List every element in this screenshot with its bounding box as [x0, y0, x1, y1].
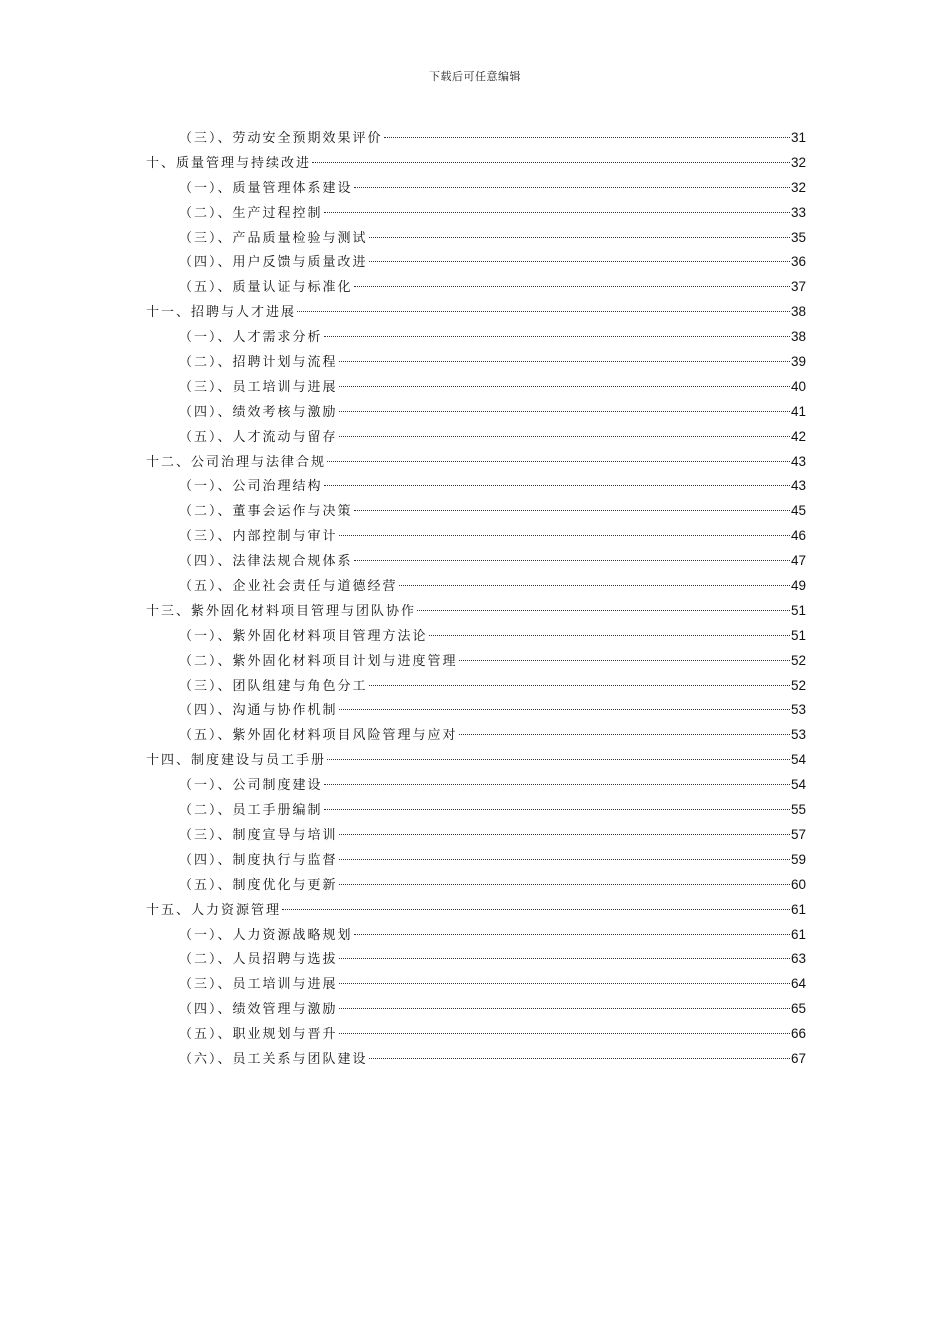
- toc-section-entry[interactable]: [146, 251, 806, 276]
- toc-section-entry[interactable]: [146, 500, 806, 525]
- toc-section-entry[interactable]: [146, 948, 806, 973]
- toc-entry-label: （四）、沟通与协作机制: [179, 703, 338, 719]
- toc-page-number: 40: [790, 378, 806, 394]
- toc-entry-label: （四）、用户反馈与质量改进: [179, 255, 368, 271]
- toc-dot-leader: [369, 1058, 790, 1059]
- toc-dot-leader: [324, 784, 790, 785]
- toc-page-number: 31: [790, 130, 806, 145]
- toc-section-entry[interactable]: [146, 177, 806, 202]
- toc-dot-leader: [339, 958, 790, 959]
- toc-page-number: 49: [790, 578, 806, 594]
- toc-page-number: 32: [790, 179, 806, 195]
- toc-page-number: 52: [790, 677, 806, 693]
- toc-page-number: 64: [790, 976, 806, 992]
- toc-dot-leader: [339, 411, 790, 412]
- toc-section-entry[interactable]: [146, 202, 806, 227]
- toc-dot-leader: [339, 709, 790, 710]
- toc-chapter-entry[interactable]: [146, 600, 806, 625]
- toc-section-entry[interactable]: [146, 973, 806, 998]
- toc-dot-leader: [399, 585, 790, 586]
- toc-dot-leader: [354, 560, 790, 561]
- toc-section-entry[interactable]: [146, 824, 806, 849]
- toc-dot-leader: [324, 336, 790, 337]
- toc-page-number: 65: [790, 1001, 806, 1017]
- toc-page-number: 37: [790, 279, 806, 295]
- toc-entry-label: （六）、员工关系与团队建设: [179, 1051, 368, 1067]
- toc-section-entry[interactable]: [146, 550, 806, 575]
- toc-page-number: 32: [790, 154, 806, 170]
- toc-page-number: 66: [790, 1026, 806, 1042]
- toc-page-number: 43: [790, 453, 806, 469]
- toc-dot-leader: [339, 436, 790, 437]
- toc-dot-leader: [324, 212, 790, 213]
- toc-section-entry[interactable]: [146, 849, 806, 874]
- toc-entry-label: （一）、公司制度建设: [179, 778, 323, 794]
- toc-entry-label: （四）、法律法规合规体系: [179, 554, 353, 570]
- toc-dot-leader: [282, 909, 790, 910]
- toc-page-number: 41: [790, 403, 806, 419]
- toc-page-number: 47: [790, 553, 806, 569]
- toc-entry-label: （四）、绩效考核与激励: [179, 404, 338, 420]
- toc-page-number: 38: [790, 304, 806, 320]
- toc-entry-label: （三）、产品质量检验与测试: [179, 230, 368, 246]
- toc-page-number: 57: [790, 826, 806, 842]
- toc-page-number: 61: [790, 901, 806, 917]
- toc-page-number: 54: [790, 752, 806, 768]
- toc-page-number: 36: [790, 254, 806, 270]
- toc-entry-label: 十三、紫外固化材料项目管理与团队协作: [146, 603, 417, 619]
- toc-entry-label: （一）、紫外固化材料项目管理方法论: [179, 628, 428, 644]
- toc-dot-leader: [339, 859, 790, 860]
- toc-page-number: 53: [790, 727, 806, 743]
- toc-section-entry[interactable]: [146, 874, 806, 899]
- toc-dot-leader: [369, 237, 790, 238]
- toc-entry-label: （五）、人才流动与留存: [179, 429, 338, 445]
- toc-page-number: 43: [790, 478, 806, 494]
- toc-page-number: 35: [790, 229, 806, 245]
- toc-dot-leader: [354, 510, 790, 511]
- toc-section-entry[interactable]: [146, 525, 806, 550]
- toc-dot-leader: [384, 137, 790, 138]
- toc-section-entry[interactable]: [146, 227, 806, 252]
- toc-dot-leader: [339, 983, 790, 984]
- toc-page-number: 51: [790, 602, 806, 618]
- toc-page-number: 52: [790, 652, 806, 668]
- toc-dot-leader: [327, 759, 790, 760]
- toc-entry-label: （二）、生产过程控制: [179, 205, 323, 221]
- toc-page-number: 42: [790, 428, 806, 444]
- toc-entry-label: 十、质量管理与持续改进: [146, 155, 312, 171]
- toc-dot-leader: [354, 187, 790, 188]
- toc-entry-label: （三）、团队组建与角色分工: [179, 678, 368, 694]
- toc-entry-label: （一）、人才需求分析: [179, 330, 323, 346]
- toc-page-number: 39: [790, 354, 806, 370]
- toc-dot-leader: [339, 361, 790, 362]
- toc-section-entry[interactable]: [146, 724, 806, 749]
- toc-chapter-entry[interactable]: [146, 451, 806, 476]
- toc-dot-leader: [339, 1008, 790, 1009]
- toc-dot-leader: [339, 386, 790, 387]
- toc-entry-label: （五）、质量认证与标准化: [179, 280, 353, 296]
- toc-section-entry[interactable]: [146, 351, 806, 376]
- toc-dot-leader: [297, 311, 790, 312]
- toc-dot-leader: [459, 734, 790, 735]
- toc-chapter-entry[interactable]: [146, 899, 806, 924]
- toc-entry-label: 十一、招聘与人才进展: [146, 305, 297, 321]
- toc-dot-leader: [369, 685, 790, 686]
- toc-section-entry[interactable]: [146, 1048, 806, 1073]
- toc-section-entry[interactable]: [146, 426, 806, 451]
- toc-dot-leader: [354, 286, 790, 287]
- toc-section-entry[interactable]: [146, 998, 806, 1023]
- toc-page-number: 55: [790, 802, 806, 818]
- toc-section-entry[interactable]: [146, 401, 806, 426]
- toc-section-entry[interactable]: [146, 326, 806, 351]
- toc-dot-leader: [324, 809, 790, 810]
- toc-entry-label: （一）、公司治理结构: [179, 479, 323, 495]
- toc-dot-leader: [417, 610, 790, 611]
- toc-section-entry[interactable]: [146, 625, 806, 650]
- toc-entry-label: （五）、制度优化与更新: [179, 877, 338, 893]
- toc-section-entry[interactable]: [146, 276, 806, 301]
- toc-entry-label: （四）、绩效管理与激励: [179, 1002, 338, 1018]
- toc-entry-label: （三）、劳动安全预期效果评价: [179, 131, 383, 146]
- toc-entry-label: 十五、人力资源管理: [146, 902, 282, 918]
- toc-section-entry[interactable]: [146, 774, 806, 799]
- toc-entry-label: （四）、制度执行与监督: [179, 852, 338, 868]
- toc-entry-label: （五）、紫外固化材料项目风险管理与应对: [179, 728, 458, 744]
- toc-entry-label: （三）、员工培训与进展: [179, 379, 338, 395]
- toc-page-number: 60: [790, 876, 806, 892]
- toc-entry-label: （三）、制度宣导与培训: [179, 827, 338, 843]
- toc-section-entry[interactable]: [146, 924, 806, 949]
- toc-section-entry[interactable]: [146, 799, 806, 824]
- toc-dot-leader: [324, 485, 790, 486]
- toc-dot-leader: [339, 884, 790, 885]
- toc-entry-label: （三）、内部控制与审计: [179, 529, 338, 545]
- toc-entry-label: （五）、企业社会责任与道德经营: [179, 579, 398, 595]
- toc-entry-label: （一）、人力资源战略规划: [179, 927, 353, 943]
- toc-page-number: 61: [790, 926, 806, 942]
- toc-dot-leader: [369, 261, 790, 262]
- toc-dot-leader: [312, 162, 790, 163]
- toc-section-entry[interactable]: [146, 376, 806, 401]
- toc-entry-label: （二）、人员招聘与选拔: [179, 952, 338, 968]
- toc-dot-leader: [339, 1033, 790, 1034]
- toc-page-number: 53: [790, 702, 806, 718]
- toc-chapter-entry[interactable]: [146, 749, 806, 774]
- toc-chapter-entry[interactable]: [146, 152, 806, 177]
- toc-page-number: 46: [790, 528, 806, 544]
- toc-section-entry[interactable]: [146, 127, 806, 152]
- toc-entry-label: （二）、紫外固化材料项目计划与进度管理: [179, 653, 458, 669]
- toc-page-number: 59: [790, 851, 806, 867]
- toc-entry-label: （一）、质量管理体系建设: [179, 180, 353, 196]
- toc-entry-label: （二）、招聘计划与流程: [179, 355, 338, 371]
- toc-chapter-entry[interactable]: [146, 301, 806, 326]
- toc-section-entry[interactable]: [146, 650, 806, 675]
- toc-dot-leader: [327, 461, 790, 462]
- toc-page-number: 54: [790, 777, 806, 793]
- toc-section-entry[interactable]: [146, 1023, 806, 1048]
- toc-dot-leader: [339, 834, 790, 835]
- toc-section-entry[interactable]: [146, 675, 806, 700]
- toc-section-entry[interactable]: [146, 575, 806, 600]
- toc-entry-label: 十二、公司治理与法律合规: [146, 454, 327, 470]
- toc-page-number: 63: [790, 951, 806, 967]
- toc-page-number: 38: [790, 329, 806, 345]
- table-of-contents: [146, 127, 806, 1073]
- toc-page-number: 45: [790, 503, 806, 519]
- toc-section-entry[interactable]: [146, 475, 806, 500]
- toc-dot-leader: [339, 535, 790, 536]
- toc-page-number: 67: [790, 1050, 806, 1066]
- toc-entry-label: （二）、董事会运作与决策: [179, 504, 353, 520]
- toc-page-number: 51: [790, 627, 806, 643]
- toc-entry-label: （五）、职业规划与晋升: [179, 1027, 338, 1043]
- toc-entry-label: （三）、员工培训与进展: [179, 977, 338, 993]
- toc-section-entry[interactable]: [146, 699, 806, 724]
- toc-dot-leader: [354, 934, 790, 935]
- toc-entry-label: （二）、员工手册编制: [179, 803, 323, 819]
- page-header: 下载后可任意编辑: [429, 70, 521, 83]
- toc-page-number: 33: [790, 204, 806, 220]
- toc-entry-label: 十四、制度建设与员工手册: [146, 753, 327, 769]
- toc-dot-leader: [459, 660, 790, 661]
- toc-dot-leader: [429, 635, 790, 636]
